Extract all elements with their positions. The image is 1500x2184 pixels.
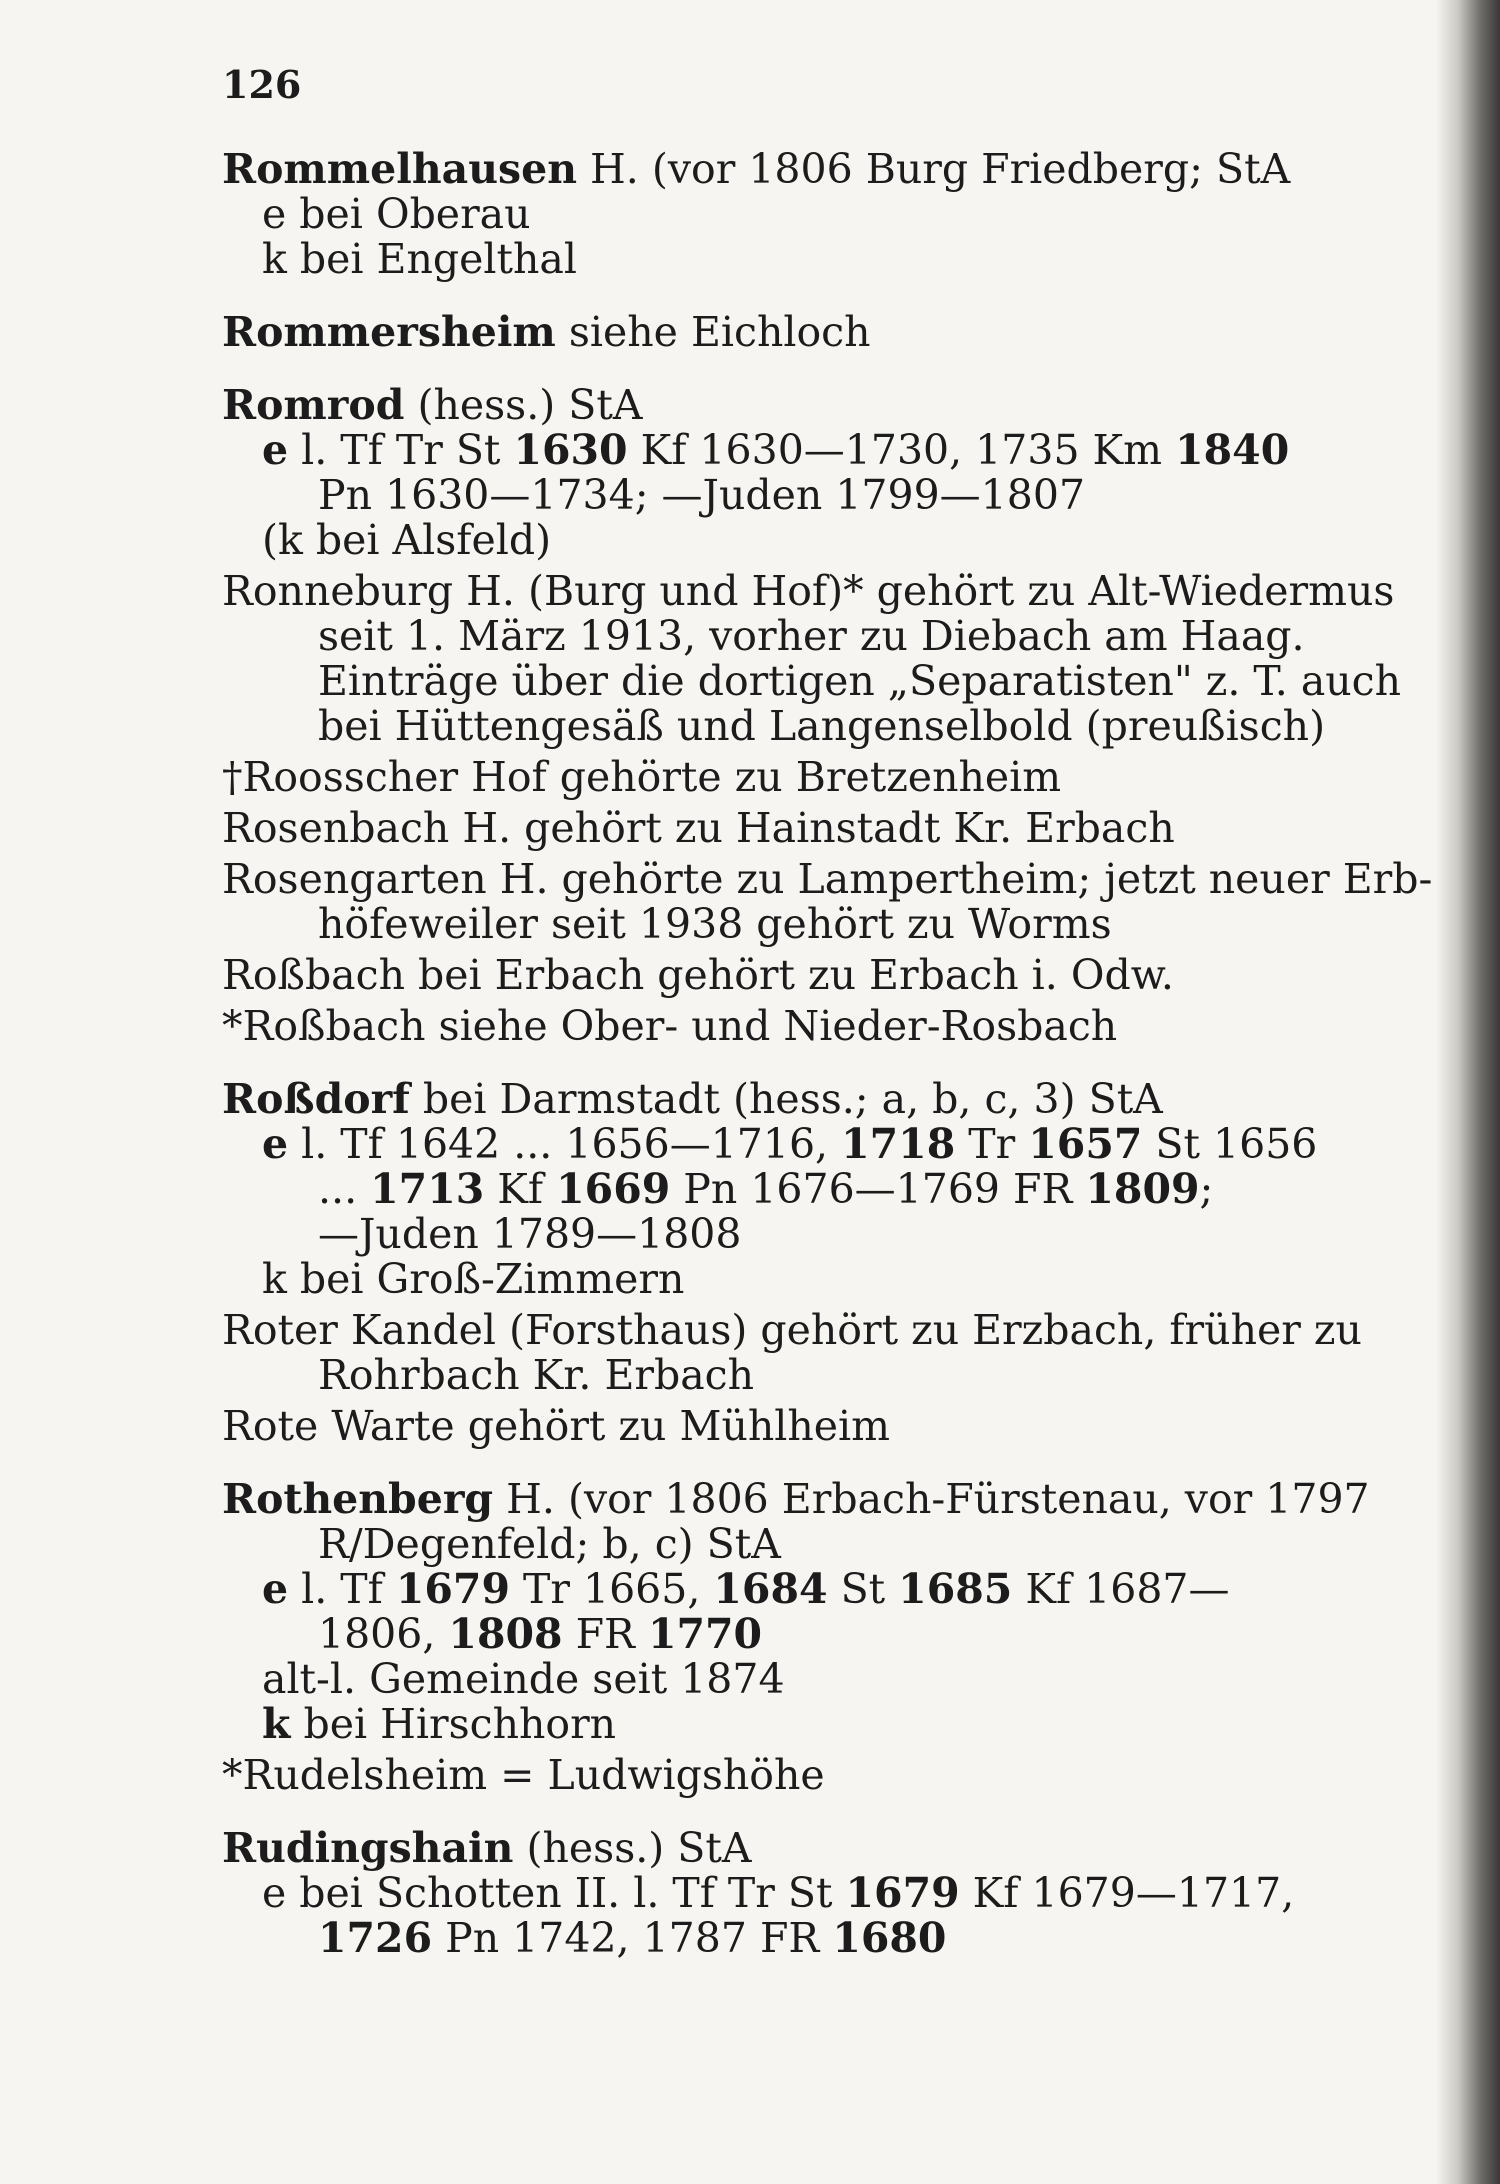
- entry-text: höfeweiler seit 1938 gehört zu Worms: [318, 900, 1112, 948]
- entry-text: bei Hirschhorn: [290, 1700, 617, 1748]
- entry: [222, 1004, 1292, 1049]
- entry-text: Kf 1687—: [1012, 1565, 1230, 1613]
- entry-line: [222, 310, 1292, 355]
- bold-term: 1680: [832, 1914, 947, 1962]
- entry: [222, 1306, 1362, 1399]
- bold-term: 1630: [513, 426, 628, 474]
- entry: [222, 1753, 1292, 1798]
- entry-line: [222, 1167, 1292, 1212]
- entry-line: [222, 383, 1292, 428]
- entry-text: l. Tf 1642 ... 1656—1716,: [288, 1120, 842, 1168]
- entry-text: †Roosscher Hof gehörte zu Bretzenheim: [222, 753, 1062, 801]
- bold-term: e: [262, 1565, 289, 1613]
- entry-text: e bei Schotten II. l. Tf Tr St: [262, 1869, 846, 1917]
- entry-line: [222, 1004, 1292, 1049]
- entry-text: ...: [318, 1165, 371, 1213]
- entry-line: [222, 1404, 1292, 1449]
- bold-term: e: [262, 426, 289, 474]
- bold-term: 1770: [647, 1610, 763, 1658]
- entry-line: [222, 902, 1292, 947]
- entry-line: [222, 1212, 1292, 1257]
- entry-line: [222, 1353, 1292, 1398]
- entry-text: *Rudelsheim = Ludwigshöhe: [222, 1751, 825, 1799]
- entry: [222, 1475, 1370, 1748]
- bold-term: e: [262, 1120, 289, 1168]
- entry-text: k bei Engelthal: [262, 235, 577, 283]
- bold-term: 1809: [1085, 1165, 1200, 1213]
- entry-text: bei Hüttengesäß und Langenselbold (preußisch): [318, 702, 1326, 750]
- entry-text: H. (vor 1806 Burg Friedberg; StA: [577, 145, 1291, 193]
- entry-line: [222, 428, 1292, 473]
- entry-text: Einträge über die dortigen „Separatisten" z. T. auch: [318, 657, 1402, 705]
- entry-text: H. (vor 1806 Erbach-Fürstenau, vor 1797: [493, 1475, 1370, 1523]
- entry: [222, 567, 1402, 750]
- bold-term: 1669: [556, 1165, 671, 1213]
- entry-line: [222, 1869, 1295, 1917]
- entry-text: (hess.) StA: [404, 381, 643, 429]
- entry: [222, 383, 1292, 563]
- entry-text: alt-l. Gemeinde seit 1874: [262, 1655, 785, 1703]
- entry: [222, 806, 1292, 851]
- entry-text: (hess.) StA: [513, 1824, 752, 1872]
- entry-line: [222, 1522, 1292, 1567]
- entry-text: Roßbach bei Erbach gehört zu Erbach i. Odw.: [222, 951, 1174, 999]
- bold-term: 1718: [841, 1120, 956, 1168]
- bold-term: 1657: [1028, 1120, 1143, 1168]
- entry-text: Tr: [955, 1120, 1029, 1168]
- entry-line: [222, 192, 1292, 237]
- entry-text: seit 1. März 1913, vorher zu Diebach am Haag.: [318, 612, 1305, 660]
- bold-term: 1840: [1175, 426, 1290, 474]
- entry-line: [222, 1257, 1292, 1302]
- bold-term: 1726: [318, 1914, 433, 1962]
- entry-text: Ronneburg H. (Burg und Hof)* gehört zu Alt-Wiedermus: [222, 567, 1395, 615]
- entry-line: [222, 147, 1292, 192]
- entry-line: [222, 657, 1402, 705]
- entry: [222, 1404, 1292, 1449]
- entry-text: (k bei Alsfeld): [262, 516, 552, 564]
- entry-line: [222, 1702, 1292, 1747]
- entry-line: [222, 806, 1292, 851]
- entry-text: Pn 1676—1769 FR: [670, 1165, 1086, 1213]
- entry-text: bei Darmstadt (hess.; a, b, c, 3) StA: [409, 1075, 1163, 1123]
- entry-text: —Juden 1789—1808: [318, 1210, 742, 1258]
- entry-line: [222, 1612, 1292, 1657]
- entry-text: St: [827, 1565, 899, 1613]
- entry: [222, 1075, 1318, 1303]
- document-page: [222, 62, 1433, 1962]
- entry-line: [222, 1753, 1292, 1798]
- bold-term: Roßdorf: [222, 1075, 410, 1123]
- entry-text: Pn 1742, 1787 FR: [432, 1914, 833, 1962]
- book-spine-shadow: [1436, 0, 1500, 2184]
- entry-text: Rosengarten H. gehörte zu Lampertheim; jetzt neuer Erb-: [222, 855, 1433, 903]
- bold-term: Romrod: [222, 381, 405, 429]
- entry-line: [222, 1475, 1370, 1523]
- entry-text: Kf 1679—1717,: [959, 1869, 1295, 1917]
- bold-term: k: [262, 1700, 291, 1748]
- entry-text: ;: [1199, 1165, 1214, 1213]
- entry-text: FR: [562, 1610, 648, 1658]
- bold-term: Rudingshain: [222, 1824, 514, 1872]
- entry-text: Pn 1630—1734; —Juden 1799—1807: [318, 471, 1086, 519]
- bold-term: 1679: [845, 1869, 960, 1917]
- entry-line: [222, 1120, 1318, 1168]
- entry-text: St 1656: [1142, 1120, 1318, 1168]
- entry-text: Rote Warte gehört zu Mühlheim: [222, 1402, 891, 1450]
- entry-line: [222, 567, 1395, 615]
- entry-line: [222, 702, 1326, 750]
- bold-term: 1808: [448, 1610, 563, 1658]
- entry: [222, 310, 1292, 355]
- entry-text: Rosenbach H. gehört zu Hainstadt Kr. Erbach: [222, 804, 1175, 852]
- bold-term: Rommelhausen: [222, 145, 578, 193]
- entry-text: l. Tf: [288, 1565, 396, 1613]
- entry-text: Kf 1630—1730, 1735 Km: [627, 426, 1176, 474]
- entry-text: 1806,: [318, 1610, 449, 1658]
- entry-text: Rohrbach Kr. Erbach: [318, 1351, 755, 1399]
- entry-line: [222, 1077, 1292, 1122]
- entry-text: *Roßbach siehe Ober- und Nieder-Rosbach: [222, 1002, 1118, 1050]
- bold-term: Rothenberg: [222, 1475, 494, 1523]
- entry-text: siehe Eichloch: [555, 308, 871, 356]
- entry-line: [222, 755, 1292, 800]
- page-number: 126: [222, 62, 302, 107]
- entry-line: [222, 855, 1433, 903]
- entry-line: [222, 518, 1292, 563]
- bold-term: 1684: [713, 1565, 828, 1613]
- entry: [222, 147, 1292, 282]
- entry: [222, 1824, 1295, 1962]
- entry-line: [222, 1916, 1292, 1961]
- entry-line: [222, 1306, 1362, 1354]
- entry-line: [222, 1826, 1292, 1871]
- entry-line: [222, 1657, 1292, 1702]
- entry-line: [222, 1567, 1292, 1612]
- entry-text: Tr 1665,: [509, 1565, 714, 1613]
- entry: [222, 953, 1292, 998]
- entry-text: R/Degenfeld; b, c) StA: [318, 1520, 781, 1568]
- entry-line: [222, 612, 1305, 660]
- entry: [222, 755, 1292, 800]
- entry-text: e bei Oberau: [262, 190, 531, 238]
- gazetteer-entries: [222, 145, 1433, 1962]
- entry-text: Roter Kandel (Forsthaus) gehört zu Erzbach, früher zu: [222, 1306, 1362, 1354]
- entry-text: Kf: [484, 1165, 557, 1213]
- entry: [222, 855, 1433, 948]
- bold-term: 1685: [898, 1565, 1013, 1613]
- entry-text: k bei Groß-Zimmern: [262, 1255, 685, 1303]
- bold-term: 1713: [370, 1165, 485, 1213]
- entry-text: l. Tf Tr St: [288, 426, 514, 474]
- bold-term: 1679: [395, 1565, 510, 1613]
- entry-line: [222, 237, 1292, 282]
- entry-line: [222, 953, 1292, 998]
- bold-term: Rommersheim: [222, 308, 556, 356]
- entry-line: [222, 473, 1292, 518]
